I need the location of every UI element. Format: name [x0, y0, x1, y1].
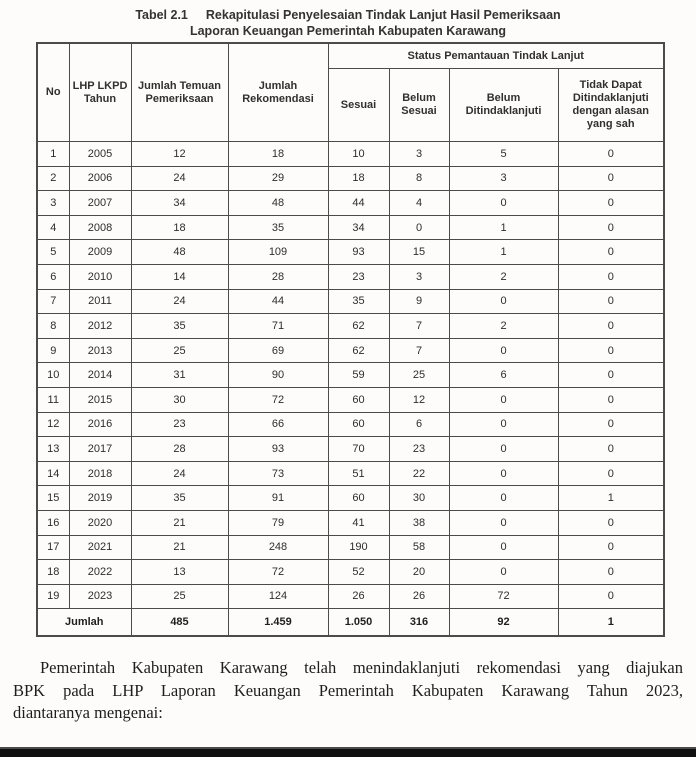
- table-caption-line2: Laporan Keuangan Pemerintah Kabupaten Karawang: [189, 24, 507, 38]
- cell-sesuai: 26: [328, 584, 389, 609]
- table-caption-line1: [0, 7, 696, 23]
- table-row: [37, 338, 664, 363]
- cell-lhp-tahun: 2021: [69, 535, 131, 560]
- cell-lhp-tahun: 2006: [69, 166, 131, 191]
- cell-belum-sesuai: 4: [389, 191, 449, 216]
- cell-jumlah-temuan: 23: [131, 412, 228, 437]
- cell-belum-ditindaklanjuti: 0: [449, 486, 558, 511]
- cell-tidak-dapat: 0: [558, 437, 664, 462]
- cell-belum-ditindaklanjuti: 5: [449, 142, 558, 167]
- cell-jumlah-rekomendasi: 35: [228, 215, 328, 240]
- total-tidak-dapat: 1: [558, 609, 664, 637]
- col-header-jumlah-rekomendasi: Jumlah Rekomendasi: [228, 43, 328, 142]
- cell-no: 17: [37, 535, 69, 560]
- cell-lhp-tahun: 2017: [69, 437, 131, 462]
- cell-lhp-tahun: 2012: [69, 314, 131, 339]
- col-header-lhp-lkpd-tahun: LHP LKPD Tahun: [69, 43, 131, 142]
- cell-no: 7: [37, 289, 69, 314]
- total-jumlah-rekomendasi: 1.459: [228, 609, 328, 637]
- cell-tidak-dapat: 0: [558, 215, 664, 240]
- cell-jumlah-rekomendasi: 66: [228, 412, 328, 437]
- total-label: Jumlah: [37, 609, 131, 637]
- cell-jumlah-temuan: 18: [131, 215, 228, 240]
- cell-jumlah-rekomendasi: 90: [228, 363, 328, 388]
- cell-no: 1: [37, 142, 69, 167]
- cell-lhp-tahun: 2023: [69, 584, 131, 609]
- cell-jumlah-rekomendasi: 18: [228, 142, 328, 167]
- table-row: [37, 387, 664, 412]
- cell-no: 11: [37, 387, 69, 412]
- col-header-jumlah-temuan: Jumlah Temuan Pemeriksaan: [131, 43, 228, 142]
- table-row: [37, 166, 664, 191]
- cell-belum-ditindaklanjuti: 2: [449, 314, 558, 339]
- table-caption-title: Rekapitulasi Penyelesaian Tindak Lanjut Hasil Pemeriksaan: [205, 8, 561, 22]
- paragraph-line: BPK pada LHP Laporan Keuangan Pemerintah Kabupaten Karawang Tahun 2023,: [13, 680, 683, 700]
- table-row: [37, 314, 664, 339]
- cell-belum-sesuai: 38: [389, 510, 449, 535]
- cell-belum-sesuai: 7: [389, 338, 449, 363]
- cell-tidak-dapat: 0: [558, 338, 664, 363]
- cell-no: 12: [37, 412, 69, 437]
- cell-belum-ditindaklanjuti: 0: [449, 289, 558, 314]
- cell-jumlah-rekomendasi: 79: [228, 510, 328, 535]
- table-row: [37, 289, 664, 314]
- cell-belum-sesuai: 7: [389, 314, 449, 339]
- cell-sesuai: 59: [328, 363, 389, 388]
- cell-sesuai: 190: [328, 535, 389, 560]
- cell-tidak-dapat: 0: [558, 264, 664, 289]
- cell-tidak-dapat: 0: [558, 191, 664, 216]
- cell-belum-sesuai: 3: [389, 264, 449, 289]
- cell-tidak-dapat: 0: [558, 314, 664, 339]
- table-row: [37, 584, 664, 609]
- cell-jumlah-rekomendasi: 91: [228, 486, 328, 511]
- cell-belum-ditindaklanjuti: 0: [449, 387, 558, 412]
- cell-jumlah-temuan: 12: [131, 142, 228, 167]
- cell-sesuai: 23: [328, 264, 389, 289]
- table-row: [37, 264, 664, 289]
- cell-jumlah-temuan: 13: [131, 560, 228, 585]
- scan-bottom-bar: [0, 747, 696, 757]
- table-row: [37, 215, 664, 240]
- col-group-status-pemantauan: Status Pemantauan Tindak Lanjut: [328, 43, 664, 69]
- cell-jumlah-temuan: 21: [131, 510, 228, 535]
- cell-jumlah-rekomendasi: 93: [228, 437, 328, 462]
- cell-tidak-dapat: 0: [558, 289, 664, 314]
- cell-tidak-dapat: 0: [558, 584, 664, 609]
- total-row: [37, 609, 664, 637]
- col-header-tidak-dapat: Tidak Dapat Ditindaklanjuti dengan alasan yang sah: [558, 69, 664, 142]
- cell-lhp-tahun: 2010: [69, 264, 131, 289]
- cell-no: 14: [37, 461, 69, 486]
- cell-belum-ditindaklanjuti: 0: [449, 461, 558, 486]
- cell-lhp-tahun: 2022: [69, 560, 131, 585]
- cell-no: 9: [37, 338, 69, 363]
- cell-belum-ditindaklanjuti: 3: [449, 166, 558, 191]
- cell-belum-ditindaklanjuti: 72: [449, 584, 558, 609]
- table-row: [37, 461, 664, 486]
- cell-belum-sesuai: 30: [389, 486, 449, 511]
- total-jumlah-temuan: 485: [131, 609, 228, 637]
- paragraph-line: Pemerintah Kabupaten Karawang telah menindaklanjuti rekomendasi yang diajukan: [40, 658, 683, 677]
- cell-belum-sesuai: 0: [389, 215, 449, 240]
- cell-belum-sesuai: 20: [389, 560, 449, 585]
- cell-belum-sesuai: 9: [389, 289, 449, 314]
- cell-sesuai: 52: [328, 560, 389, 585]
- cell-belum-ditindaklanjuti: 6: [449, 363, 558, 388]
- cell-jumlah-temuan: 24: [131, 289, 228, 314]
- cell-jumlah-temuan: 35: [131, 486, 228, 511]
- cell-lhp-tahun: 2008: [69, 215, 131, 240]
- col-header-sesuai: Sesuai: [328, 69, 389, 142]
- cell-lhp-tahun: 2015: [69, 387, 131, 412]
- cell-lhp-tahun: 2019: [69, 486, 131, 511]
- cell-belum-ditindaklanjuti: 0: [449, 560, 558, 585]
- cell-tidak-dapat: 0: [558, 560, 664, 585]
- cell-belum-ditindaklanjuti: 2: [449, 264, 558, 289]
- cell-jumlah-temuan: 21: [131, 535, 228, 560]
- total-belum-sesuai: 316: [389, 609, 449, 637]
- cell-jumlah-rekomendasi: 29: [228, 166, 328, 191]
- col-header-belum-sesuai: Belum Sesuai: [389, 69, 449, 142]
- cell-lhp-tahun: 2013: [69, 338, 131, 363]
- cell-jumlah-rekomendasi: 124: [228, 584, 328, 609]
- table-caption-number: Tabel 2.1: [135, 8, 188, 22]
- total-belum-ditindaklanjuti: 92: [449, 609, 558, 637]
- cell-belum-sesuai: 3: [389, 142, 449, 167]
- table-row: [37, 486, 664, 511]
- cell-no: 4: [37, 215, 69, 240]
- cell-belum-ditindaklanjuti: 0: [449, 412, 558, 437]
- cell-tidak-dapat: 0: [558, 535, 664, 560]
- table-row: [37, 535, 664, 560]
- cell-lhp-tahun: 2016: [69, 412, 131, 437]
- cell-jumlah-temuan: 31: [131, 363, 228, 388]
- cell-jumlah-temuan: 24: [131, 166, 228, 191]
- cell-belum-sesuai: 12: [389, 387, 449, 412]
- cell-jumlah-temuan: 34: [131, 191, 228, 216]
- col-header-belum-ditindaklanjuti: Belum Ditindaklanjuti: [449, 69, 558, 142]
- cell-tidak-dapat: 0: [558, 166, 664, 191]
- cell-no: 5: [37, 240, 69, 265]
- cell-belum-sesuai: 58: [389, 535, 449, 560]
- recap-table: [36, 42, 665, 637]
- cell-lhp-tahun: 2007: [69, 191, 131, 216]
- cell-sesuai: 10: [328, 142, 389, 167]
- cell-tidak-dapat: 0: [558, 363, 664, 388]
- cell-no: 18: [37, 560, 69, 585]
- cell-belum-sesuai: 8: [389, 166, 449, 191]
- cell-no: 8: [37, 314, 69, 339]
- cell-belum-sesuai: 25: [389, 363, 449, 388]
- cell-lhp-tahun: 2005: [69, 142, 131, 167]
- cell-lhp-tahun: 2018: [69, 461, 131, 486]
- cell-jumlah-rekomendasi: 73: [228, 461, 328, 486]
- table-row: [37, 412, 664, 437]
- cell-jumlah-temuan: 25: [131, 338, 228, 363]
- cell-belum-ditindaklanjuti: 1: [449, 215, 558, 240]
- table-row: [37, 363, 664, 388]
- cell-jumlah-temuan: 24: [131, 461, 228, 486]
- total-sesuai: 1.050: [328, 609, 389, 637]
- cell-jumlah-temuan: 28: [131, 437, 228, 462]
- cell-no: 6: [37, 264, 69, 289]
- table-row: [37, 437, 664, 462]
- table-row: [37, 142, 664, 167]
- cell-tidak-dapat: 1: [558, 486, 664, 511]
- cell-sesuai: 93: [328, 240, 389, 265]
- table-row: [37, 191, 664, 216]
- cell-no: 15: [37, 486, 69, 511]
- cell-no: 10: [37, 363, 69, 388]
- cell-lhp-tahun: 2014: [69, 363, 131, 388]
- cell-sesuai: 18: [328, 166, 389, 191]
- cell-sesuai: 60: [328, 387, 389, 412]
- cell-sesuai: 62: [328, 314, 389, 339]
- cell-tidak-dapat: 0: [558, 387, 664, 412]
- cell-sesuai: 70: [328, 437, 389, 462]
- cell-jumlah-temuan: 48: [131, 240, 228, 265]
- cell-jumlah-temuan: 14: [131, 264, 228, 289]
- cell-jumlah-rekomendasi: 109: [228, 240, 328, 265]
- cell-jumlah-rekomendasi: 69: [228, 338, 328, 363]
- cell-jumlah-rekomendasi: 71: [228, 314, 328, 339]
- cell-belum-ditindaklanjuti: 1: [449, 240, 558, 265]
- cell-lhp-tahun: 2020: [69, 510, 131, 535]
- cell-no: 13: [37, 437, 69, 462]
- cell-jumlah-temuan: 25: [131, 584, 228, 609]
- cell-sesuai: 35: [328, 289, 389, 314]
- cell-jumlah-temuan: 35: [131, 314, 228, 339]
- cell-belum-sesuai: 6: [389, 412, 449, 437]
- cell-no: 3: [37, 191, 69, 216]
- cell-sesuai: 41: [328, 510, 389, 535]
- cell-jumlah-rekomendasi: 44: [228, 289, 328, 314]
- cell-sesuai: 62: [328, 338, 389, 363]
- cell-sesuai: 51: [328, 461, 389, 486]
- cell-jumlah-rekomendasi: 248: [228, 535, 328, 560]
- cell-belum-ditindaklanjuti: 0: [449, 535, 558, 560]
- cell-no: 19: [37, 584, 69, 609]
- cell-sesuai: 34: [328, 215, 389, 240]
- cell-lhp-tahun: 2009: [69, 240, 131, 265]
- cell-tidak-dapat: 0: [558, 412, 664, 437]
- cell-tidak-dapat: 0: [558, 461, 664, 486]
- cell-sesuai: 60: [328, 486, 389, 511]
- table-row: [37, 510, 664, 535]
- cell-lhp-tahun: 2011: [69, 289, 131, 314]
- cell-belum-sesuai: 22: [389, 461, 449, 486]
- col-header-no: No: [37, 43, 69, 142]
- table-row: [37, 560, 664, 585]
- cell-jumlah-rekomendasi: 72: [228, 560, 328, 585]
- cell-jumlah-rekomendasi: 72: [228, 387, 328, 412]
- cell-sesuai: 44: [328, 191, 389, 216]
- cell-belum-ditindaklanjuti: 0: [449, 510, 558, 535]
- cell-sesuai: 60: [328, 412, 389, 437]
- table-caption: [0, 7, 696, 39]
- cell-belum-sesuai: 26: [389, 584, 449, 609]
- paragraph-line: diantaranya mengenai:: [13, 703, 163, 722]
- cell-no: 2: [37, 166, 69, 191]
- table-row: [37, 240, 664, 265]
- cell-belum-ditindaklanjuti: 0: [449, 437, 558, 462]
- body-paragraph: [13, 657, 683, 725]
- cell-jumlah-rekomendasi: 28: [228, 264, 328, 289]
- cell-tidak-dapat: 0: [558, 510, 664, 535]
- cell-tidak-dapat: 0: [558, 240, 664, 265]
- cell-no: 16: [37, 510, 69, 535]
- cell-belum-ditindaklanjuti: 0: [449, 191, 558, 216]
- cell-tidak-dapat: 0: [558, 142, 664, 167]
- cell-belum-sesuai: 23: [389, 437, 449, 462]
- cell-jumlah-temuan: 30: [131, 387, 228, 412]
- cell-belum-ditindaklanjuti: 0: [449, 338, 558, 363]
- cell-jumlah-rekomendasi: 48: [228, 191, 328, 216]
- cell-belum-sesuai: 15: [389, 240, 449, 265]
